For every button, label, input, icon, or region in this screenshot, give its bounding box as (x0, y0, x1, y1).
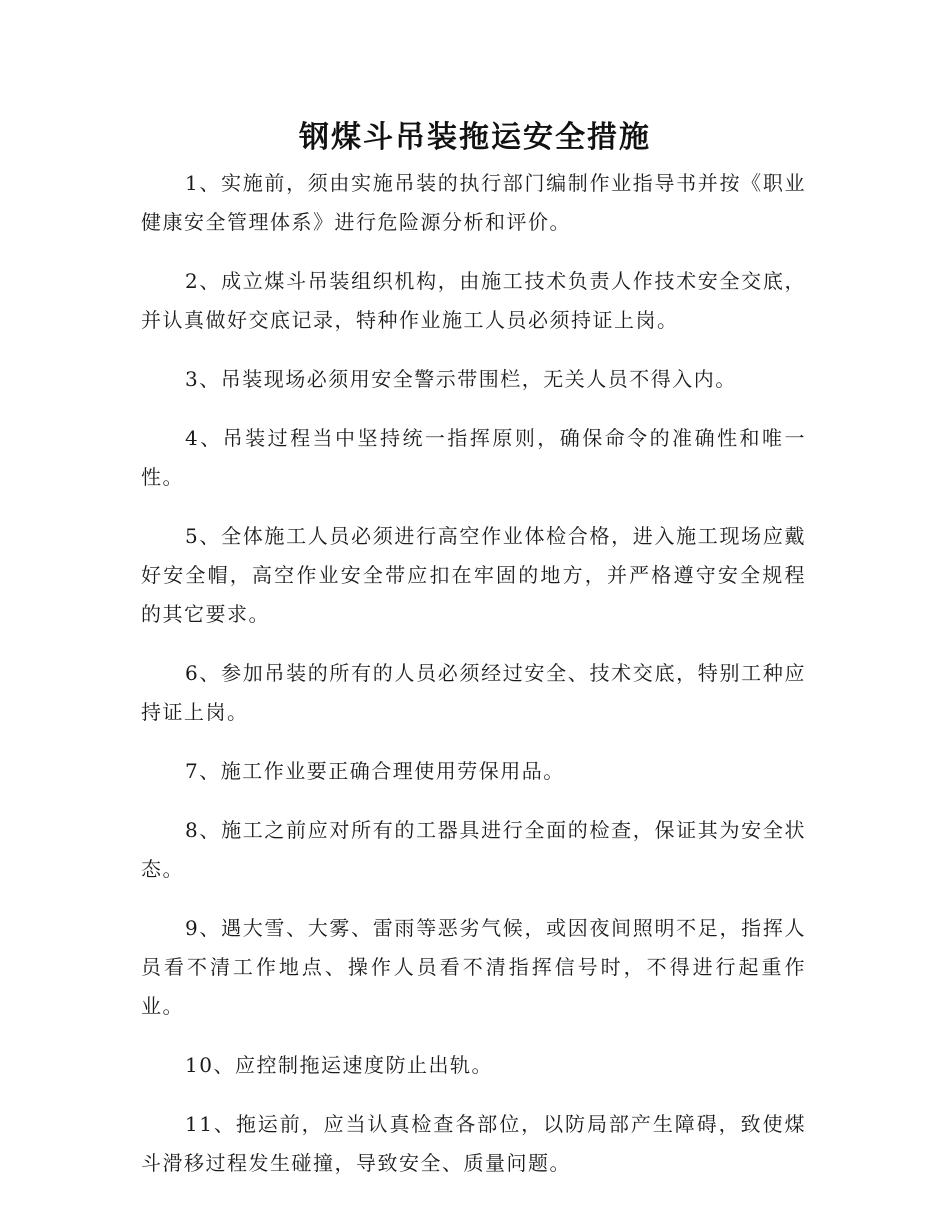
document-title: 钢煤斗吊装拖运安全措施 (299, 120, 651, 155)
paragraph-4: 4、吊装过程当中坚持统一指挥原则，确保命令的准确性和唯一性。 (141, 426, 806, 489)
paragraph-8: 8、施工之前应对所有的工器具进行全面的检查，保证其为安全状态。 (141, 818, 806, 881)
paragraph-1: 1、实施前，须由实施吊装的执行部门编制作业指导书并按《职业健康安全管理体系》进行危险源分析和评价。 (141, 171, 806, 234)
paragraph-3: 3、吊装现场必须用安全警示带围栏，无关人员不得入内。 (185, 367, 737, 391)
paragraph-5: 5、全体施工人员必须进行高空作业体检合格，进入施工现场应戴好安全帽，高空作业安全带应扣在牢固的地方，并严格遵守安全规程的其它要求。 (141, 524, 806, 626)
paragraph-9: 9、遇大雪、大雾、雷雨等恶劣气候，或因夜间照明不足，指挥人员看不清工作地点、操作人员看不清指挥信号时，不得进行起重作业。 (141, 916, 806, 1018)
document-body (141, 164, 806, 1203)
paragraph-10: 10、应控制拖运速度防止出轨。 (185, 1053, 493, 1077)
paragraph-2: 2、成立煤斗吊装组织机构，由施工技术负责人作技术安全交底，并认真做好交底记录，特种作业施工人员必须持证上岗。 (141, 269, 806, 332)
paragraph-6: 6、参加吊装的所有的人员必须经过安全、技术交底，特别工种应持证上岗。 (141, 661, 806, 724)
paragraph-11: 11、拖运前，应当认真检查各部位，以防局部产生障碍，致使煤斗滑移过程发生碰撞，导致安全、质量问题。 (141, 1112, 806, 1175)
paragraph-7: 7、施工作业要正确合理使用劳保用品。 (185, 759, 565, 783)
